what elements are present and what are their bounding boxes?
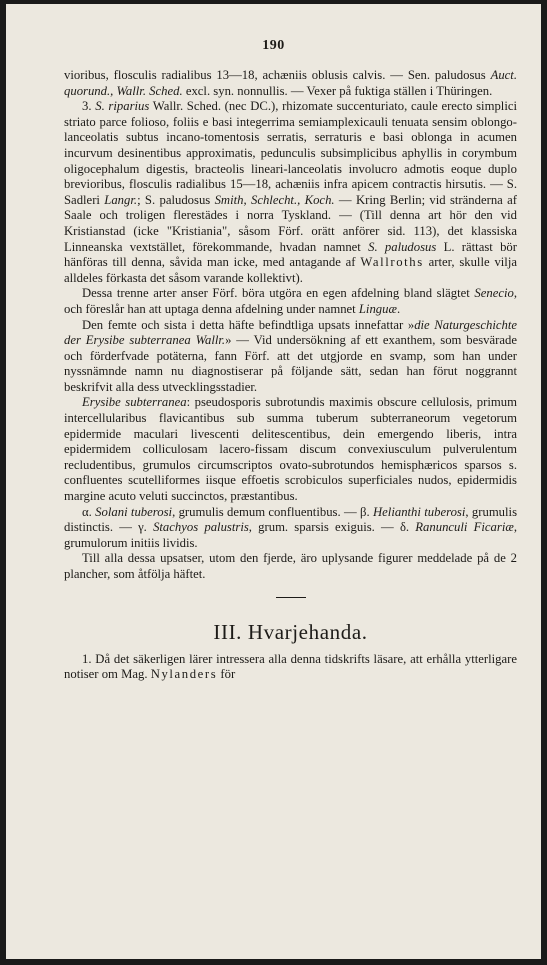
text-run: Dessa trenne arter anser Förf. böra utgöra en egen afdelning bland slägtet: [82, 286, 475, 301]
italic-run: S. riparius: [95, 99, 150, 114]
paragraph-p1: [64, 68, 517, 99]
text-run: Den femte och sista i detta häfte befindtliga upsats innefattar »: [82, 317, 415, 332]
italic-run: Stachyos palustris: [153, 520, 249, 535]
text-run: excl. syn. nonnullis. — Vexer på fuktiga ställen i Thüringen.: [182, 83, 493, 98]
text-run: .: [396, 301, 401, 316]
paragraph-p8: [64, 652, 517, 683]
paragraph-list: [64, 68, 517, 583]
italic-run: Ranunculi Ficariæ: [415, 520, 514, 535]
italic-run: S. paludosus: [368, 239, 437, 254]
italic-run: Erysibe subterranea: [82, 395, 187, 410]
document-page: [6, 4, 541, 959]
paragraph-p7: [64, 551, 517, 582]
paragraph-p6: [64, 505, 517, 552]
text-run: , grum. sparsis exiguis. — δ.: [248, 520, 416, 535]
section-heading: III. Hvarjehanda.: [213, 619, 368, 644]
text-run: , grumulorum initiis lividis.: [64, 520, 517, 550]
text-run: för: [217, 667, 236, 682]
italic-run: Linguæ: [358, 301, 397, 316]
text-run: L. rättast bör hänföras till denna, såvida man icke, med antagande af: [64, 239, 517, 270]
italic-run: Smith, Schlecht., Koch.: [214, 192, 335, 207]
text-run: vioribus, flosculis radialibus 13—18, achæniis oblusis calvis. — Sen. paludosus: [64, 68, 491, 82]
spaced-name: Wallroths: [360, 255, 424, 270]
paragraph-p2: [64, 99, 517, 286]
text-run: , grumulis demum confluentibus. — β.: [172, 504, 373, 519]
text-run: » — Vid undersökning af ett exanthem, som besvärade och förderfvade potäterna, fann Förf. att det utgjorde en svamp, som han under nyssnämnde namn nu diagnostiserar på följande sätt, sedan han förut noggrannt beskrifvit alla dess utvecklingsstadier.: [64, 333, 517, 394]
paragraph-p3: [64, 286, 517, 317]
text-run: arter, skulle vilja alldeles förkasta det såsom varande kollektivt).: [64, 255, 517, 285]
italic-run: Auct. quorund., Wallr. Sched.: [64, 68, 517, 98]
text-run: 1. Då det säkerligen lärer intressera alla denna tidskrifts läsare, att erhålla ytterligare notiser om Mag.: [64, 651, 517, 682]
text-run: , grumulis distinctis. — γ.: [64, 504, 518, 535]
paragraph-p4: [64, 318, 517, 396]
text-run: Wallr. Sched. (nec DC.), rhizomate succenturiato, caule erecto simplici striato parce folioso, foliis e basi integerrima semiamplexicauli tenuata sensim oblongo-lanceolatis subtus incano-tomentosis serratis, serraturis e basi oblonga in acumen incurvum desinentibus approximatis, pedunculis subsimplicibus aphyllis in corymbum oligocephalum digestis, bracteolis lineari-lanceolatis involucro admotis eoque duplo brevioribus, flosculis radialibus 15—18, achæniis infra apicem contractis hirsutis. — S. Sadleri: [64, 99, 518, 207]
section-divider: [276, 597, 306, 598]
text-run: , och föreslår han att uptaga denna afdelning under namnet: [64, 286, 517, 316]
text-run: — Kring Berlin; vid stränderna af Saale och troligen flerestädes i norra Tyskland. — (Till denna art hör den vid Kristianstad (icke "Kristiania", såsom Förf. orätt anförer sid. 113), det klassiska Linneanska vextstället, förekommande, hvadan namnet: [64, 192, 517, 254]
page-number: 190: [262, 38, 285, 53]
italic-run: Langr.: [104, 192, 138, 207]
italic-run: Helianthi tuberosi: [373, 504, 466, 519]
body-text: [64, 68, 517, 683]
text-run: Till alla dessa upsatser, utom den fjerde, äro uplysande figurer meddelade på de 2 plancher, som åtfölja häftet.: [64, 551, 517, 581]
text-run: α.: [82, 504, 96, 519]
text-run: : pseudosporis subrotundis maximis obscure cellulosis, primum intercellularibus flavicantibus sub summa tuberum subterraneorum vegetorum epidermide maculari livescenti delitescentibus, dein emergendo liberis, intra epidermidem colliculosam lacero-fissam discum convexiusculum pulverulentum recludentibus, grumulos circumscriptos ovato-subrotundos hemisphæricos sparsos s. confluentes scutelliformes iisque effoetis scrobiculos superficiales nudos, epidermidis margine acuto veluti succinctos, præstantibus.: [64, 395, 517, 504]
italic-run: Solani tuberosi: [95, 504, 173, 519]
closing-paragraph-container: [64, 652, 517, 683]
italic-run: die Naturgeschichte der Erysibe subterranea Wallr.: [64, 317, 517, 348]
italic-run: Senecio: [474, 286, 514, 301]
text-run: 3.: [82, 99, 96, 114]
spaced-name: Nylanders: [150, 667, 218, 682]
paragraph-p5: [64, 395, 517, 504]
text-run: ; S. paludosus: [137, 192, 215, 207]
